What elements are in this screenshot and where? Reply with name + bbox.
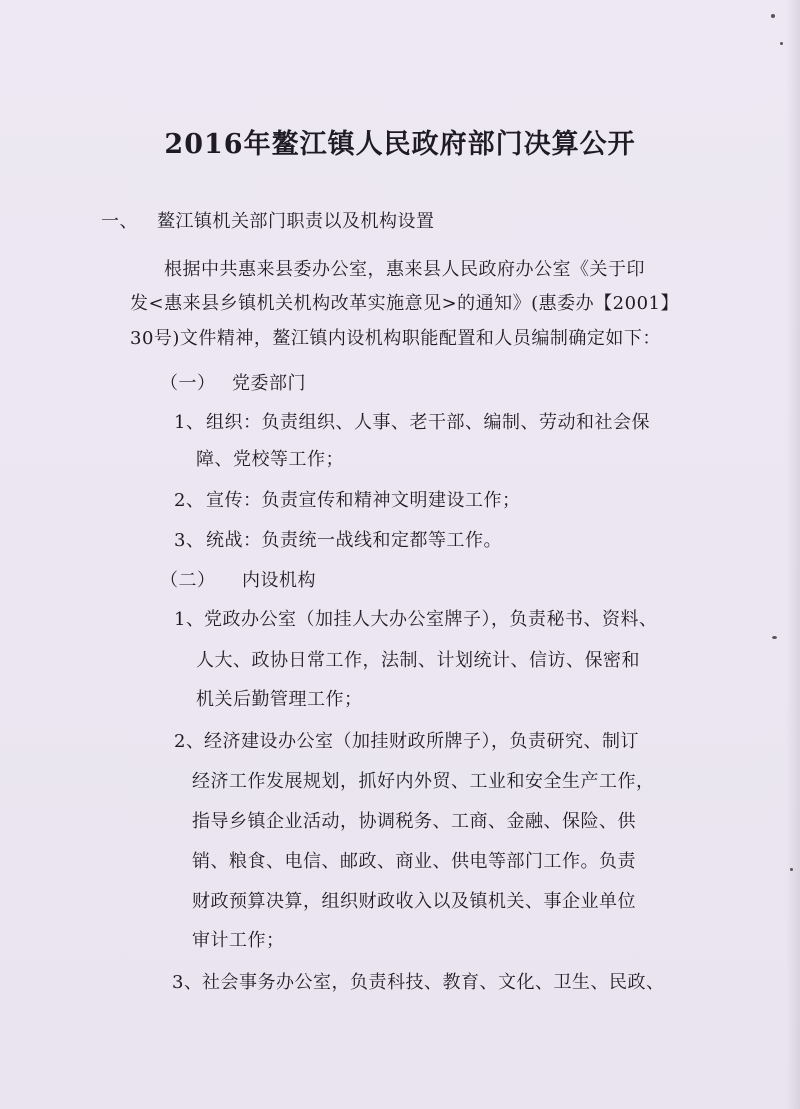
list-item-continuation: 障、党校等工作； bbox=[196, 449, 344, 470]
list-item bbox=[174, 730, 639, 754]
section-heading bbox=[101, 210, 435, 234]
document-title: 2016年鳌江镇人民政府部门决算公开 bbox=[164, 129, 636, 160]
intro-line: 30号)文件精神，鳌江镇内设机构职能配置和人员编制确定如下： bbox=[130, 328, 661, 349]
scan-speck bbox=[780, 42, 783, 45]
scan-speck bbox=[790, 868, 793, 871]
list-item-text: 组织：负责组织、人事、老干部、编制、劳动和社会保 bbox=[206, 412, 650, 433]
list-item bbox=[174, 529, 502, 553]
list-item-continuation: 审计工作； bbox=[192, 930, 285, 951]
section-heading-text: 鳌江镇机关部门职责以及机构设置 bbox=[157, 211, 435, 232]
list-item-continuation: 机关后勤管理工作； bbox=[196, 689, 363, 710]
intro-line: 发<惠来县乡镇机关机构改革实施意见>的通知》(惠委办【2001】 bbox=[130, 293, 679, 314]
list-item-text: 宣传：负责宣传和精神文明建设工作； bbox=[206, 490, 521, 511]
scan-speck bbox=[772, 636, 777, 639]
list-item-number: 2、 bbox=[174, 731, 205, 752]
subsection-heading-text: 党委部门 bbox=[232, 373, 306, 394]
list-item-text: 统战：负责统一战线和定都等工作。 bbox=[206, 530, 502, 551]
section-number: 一、 bbox=[101, 211, 138, 232]
list-item-continuation: 销、粮食、电信、邮政、商业、供电等部门工作。负责 bbox=[192, 851, 636, 872]
list-item bbox=[172, 971, 665, 995]
list-item bbox=[174, 608, 658, 632]
subsection-number: （一） bbox=[160, 373, 216, 394]
list-item-continuation: 经济工作发展规划，抓好内外贸、工业和安全生产工作， bbox=[192, 771, 655, 792]
list-item bbox=[174, 489, 521, 513]
scan-speck bbox=[771, 14, 775, 18]
scan-edge-shadow bbox=[786, 0, 800, 1109]
list-item-number: 1、 bbox=[174, 412, 205, 433]
subsection-number: （二） bbox=[160, 570, 216, 591]
subsection-heading-text: 内设机构 bbox=[242, 570, 316, 591]
list-item-number: 3、 bbox=[174, 530, 205, 551]
list-item-continuation: 指导乡镇企业活动，协调税务、工商、金融、保险、供 bbox=[192, 811, 636, 832]
list-item-text: 社会事务办公室，负责科技、教育、文化、卫生、民政、 bbox=[202, 972, 665, 993]
intro-line: 根据中共惠来县委办公室，惠来县人民政府办公室《关于印 bbox=[164, 259, 645, 280]
list-item-text: 经济建设办公室（加挂财政所牌子），负责研究、制订 bbox=[204, 731, 639, 752]
list-item-number: 1、 bbox=[174, 609, 205, 630]
list-item-number: 2、 bbox=[174, 490, 205, 511]
list-item-continuation: 人大、政协日常工作，法制、计划统计、信访、保密和 bbox=[196, 650, 640, 671]
subsection-heading bbox=[160, 372, 306, 396]
list-item-continuation: 财政预算决算，组织财政收入以及镇机关、事企业单位 bbox=[192, 891, 636, 912]
subsection-heading bbox=[160, 569, 316, 593]
list-item-number: 3、 bbox=[172, 972, 203, 993]
list-item-text: 党政办公室（加挂人大办公室牌子），负责秘书、资料、 bbox=[204, 609, 658, 630]
list-item bbox=[174, 411, 650, 435]
